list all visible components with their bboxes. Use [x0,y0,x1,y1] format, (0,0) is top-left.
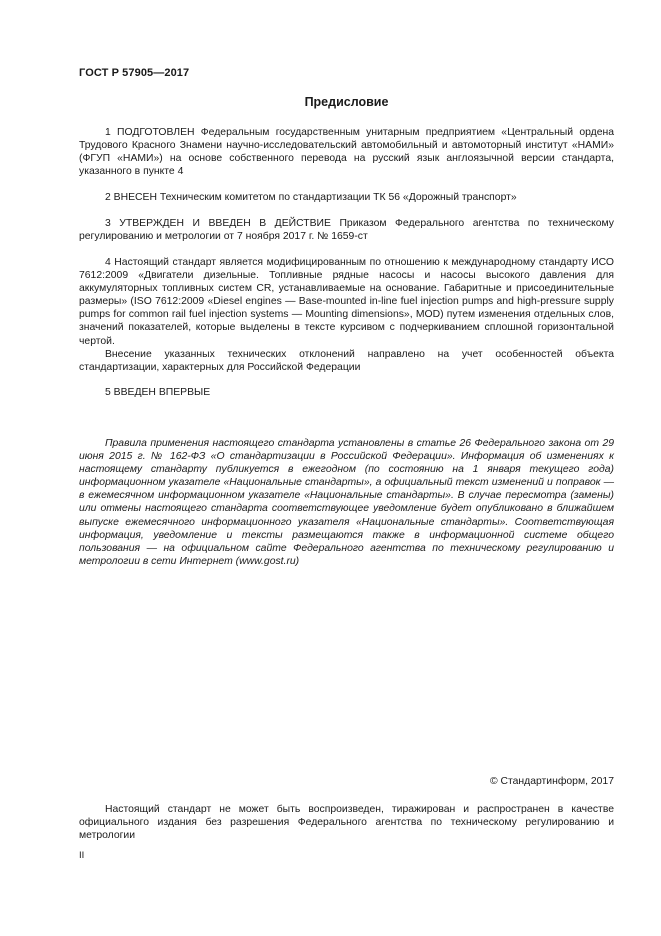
application-rules-notice [79,437,614,568]
foreword-item-4-extra: Внесение указанных технических отклонений направлено на учет особенностей объекта стандартизации, характерных для Российской Федерации [79,348,614,373]
foreword-item-3-text: 3 УТВЕРЖДЕН И ВВЕДЕН В ДЕЙСТВИЕ Приказом Федерального агентства по техническому регулированию и метрологии от 7 ноября 2017 г. № 1659-ст [79,218,614,243]
foreword-item-2 [79,191,614,204]
foreword-item-5-text: 5 ВВЕДЕН ВПЕРВЫЕ [105,387,211,398]
document-code: ГОСТ Р 57905—2017 [79,67,190,79]
foreword-item-4-text: 4 Настоящий стандарт является модифицированным по отношению к международному стандарту ИСО 7612:2009 «Двигатели дизельные. Топливные рядные насосы и насосы высокого давления для аккумуляторных топливных систем CR, устанавливаемые на основание. Габаритные и присоединительные размеры» (ISO 7612:2009 «Diesel engines — Base-mounted in-line fuel injection pumps and high-pressure supply pumps for common rail fuel injection systems — Mounting dimensions», MOD) путем изменения отдельных слов, значений показателей, которые выделены в тексте курсивом с подчеркиванием сплошной горизонтальной чертой. [79,257,614,347]
page-number: II [79,850,85,861]
foreword-item-1-text: 1 ПОДГОТОВЛЕН Федеральным государственным унитарным предприятием «Центральный ордена Трудового Красного Знамени научно-исследовательский автомобильный и автомоторный институт «НАМИ» (ФГУП «НАМИ») на основе собственного перевода на русский язык англоязычной версии стандарта, указанного в пункте 4 [79,127,614,178]
reproduction-notice [79,803,614,842]
copyright: © Стандартинформ, 2017 [489,776,614,787]
foreword-item-4 [79,256,614,374]
page-title: Предисловие [304,95,389,109]
foreword-item-5 [79,386,614,399]
foreword-item-3 [79,217,614,243]
reproduction-notice-text: Настоящий стандарт не может быть воспроизведен, тиражирован и распространен в качестве официального издания без разрешения Федерального агентства по техническому регулированию и метрологии [79,804,614,842]
foreword-item-1 [79,126,614,178]
foreword-item-2-text: 2 ВНЕСЕН Техническим комитетом по стандартизации ТК 56 «Дорожный транспорт» [105,192,517,203]
application-rules-text: Правила применения настоящего стандарта установлены в статье 26 Федерального закона от 29 июня 2015 г. № 162-ФЗ «О стандартизации в Российской Федерации». Информация об изменениях к настоящему стандарту публикуется в ежегодном (по состоянию на 1 января текущего года) информационном указателе «Национальные стандарты», а официальный текст изменений и поправок — в ежемесячном информационном указателе «Национальные стандарты». В случае пересмотра (замены) или отмены настоящего стандарта соответствующее уведомление будет опубликовано в ближайшем выпуске ежемесячного информационного указателя «Национальные стандарты». Соответствующая информация, уведомление и тексты размещаются также в информационной системе общего пользования — на официальном сайте Федерального агентства по техническому регулированию и метрологии в сети Интернет (www.gost.ru) [79,438,614,567]
